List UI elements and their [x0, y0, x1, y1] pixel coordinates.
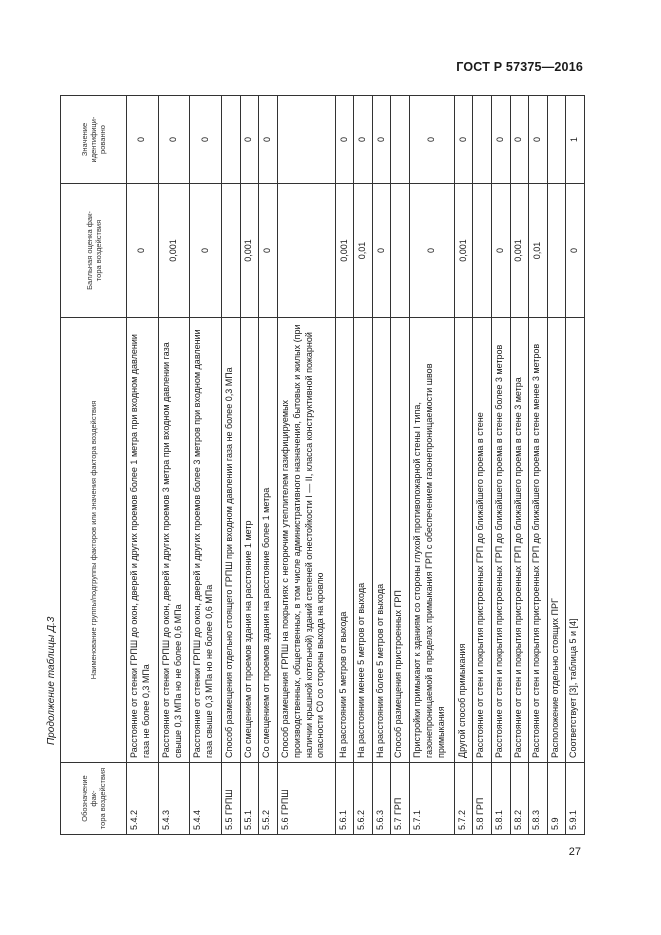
row-name: Способ размещения ГРПШ на покрытиях с негорючим утеплителем газифицируемых производственных, общественных, в том числе административного назначения, бытовых и жилых (при наличии крышной котельной) зданий степеней огнестойкости I — II, класса конструктивной пожарной опасности С0 со стороны выхода на кровлю: [277, 318, 335, 763]
row-name: Способ размещения отдельно стоящего ГРПШ при входном давлении газа не более 0,3 МПа: [222, 318, 241, 763]
row-name: Расстояние от стен и покрытия пристроенных ГРП до ближайшего проема в стене менее 3 метров: [529, 318, 548, 763]
table-row: [240, 96, 259, 835]
row-code: 5.5.1: [240, 763, 259, 835]
row-value: [277, 96, 335, 184]
table-row: [354, 96, 373, 835]
row-value: 0: [335, 96, 354, 184]
row-code: 5.6 ГРПШ: [277, 763, 335, 835]
row-name: Со смещением от проемов здания на расстояние более 1 метра: [259, 318, 278, 763]
table-row: [127, 96, 159, 835]
table-row: [510, 96, 529, 835]
row-value: 0: [240, 96, 259, 184]
row-score: 0,001: [335, 184, 354, 318]
row-value: [222, 96, 241, 184]
table-row: [277, 96, 335, 835]
table-row: [454, 96, 473, 835]
row-code: 5.6.2: [354, 763, 373, 835]
row-score: 0,001: [454, 184, 473, 318]
row-code: 5.4.2: [127, 763, 159, 835]
row-value: 0: [510, 96, 529, 184]
row-score: [222, 184, 241, 318]
row-score: 0,001: [240, 184, 259, 318]
row-value: 0: [190, 96, 222, 184]
row-value: 0: [158, 96, 190, 184]
row-score: 0: [491, 184, 510, 318]
table-container: [60, 95, 585, 835]
row-name: Расстояние от стенки ГРПШ до окон, дверей и других проемов более 3 метров при входном давлении газа свыше 0,3 МПа но не более 0,6 МПа: [190, 318, 222, 763]
table-row: [547, 96, 566, 835]
row-score: [473, 184, 492, 318]
table-row: [529, 96, 548, 835]
col-header-name: Наименование группы/подгруппы факторов или значения фактора воздействия: [61, 318, 127, 763]
row-score: 0: [372, 184, 391, 318]
row-code: 5.8 ГРП: [473, 763, 492, 835]
row-code: 5.9.1: [566, 763, 585, 835]
table-row: [391, 96, 410, 835]
row-name: На расстоянии менее 5 метров от выхода: [354, 318, 373, 763]
row-score: [547, 184, 566, 318]
col-header-value: Значение идентифици- рованно: [61, 96, 127, 184]
table-body: [127, 96, 585, 835]
row-code: 5.6.1: [335, 763, 354, 835]
table-row: [158, 96, 190, 835]
row-value: 0: [410, 96, 455, 184]
row-name: Расстояние от стенки ГРПШ до окон, дверей и других проемов более 1 метра при входном давлении газа не более 0,3 МПа: [127, 318, 159, 763]
row-value: [391, 96, 410, 184]
row-value: 0: [491, 96, 510, 184]
impact-factors-table: [60, 95, 585, 835]
row-code: 5.7.2: [454, 763, 473, 835]
row-value: 0: [529, 96, 548, 184]
table-row: [410, 96, 455, 835]
table-row: [222, 96, 241, 835]
row-name: Соответствует [3], таблица 5 и [4]: [566, 318, 585, 763]
row-score: 0,001: [510, 184, 529, 318]
table-row: [259, 96, 278, 835]
table-row: [473, 96, 492, 835]
row-code: 5.6.3: [372, 763, 391, 835]
row-name: Способ размещения пристроенных ГРП: [391, 318, 410, 763]
row-code: 5.7.1: [410, 763, 455, 835]
row-value: 0: [259, 96, 278, 184]
row-value: [547, 96, 566, 184]
row-value: [473, 96, 492, 184]
row-score: [391, 184, 410, 318]
row-score: 0,01: [529, 184, 548, 318]
row-code: 5.4.4: [190, 763, 222, 835]
row-value: 0: [372, 96, 391, 184]
col-header-score: Балльная оценка фак- тора воздействия: [61, 184, 127, 318]
table-header-row: [61, 96, 127, 835]
row-value: 0: [354, 96, 373, 184]
row-code: 5.7 ГРП: [391, 763, 410, 835]
row-name: Расстояние от стен и покрытия пристроенных ГРП до ближайшего проема в стене: [473, 318, 492, 763]
row-name: Другой способ примыкания: [454, 318, 473, 763]
row-name: На расстоянии более 5 метров от выхода: [372, 318, 391, 763]
row-code: 5.8.3: [529, 763, 548, 835]
row-code: 5.4.3: [158, 763, 190, 835]
page-number: 27: [568, 846, 581, 858]
row-code: 5.5 ГРПШ: [222, 763, 241, 835]
table-row: [190, 96, 222, 835]
row-score: 0: [566, 184, 585, 318]
row-score: 0: [410, 184, 455, 318]
row-value: 0: [127, 96, 159, 184]
table-row: [372, 96, 391, 835]
row-name: Пристройки примыкают к зданиям со стороны глухой противопожарной стены I типа, газонепроницаемой в пределах примыкания ГРП с обеспечением газонепроницаемости швов примыкания: [410, 318, 455, 763]
col-header-code: Обозначение фак- тора воздействия: [61, 763, 127, 835]
row-name: Расстояние от стен и покрытия пристроенных ГРП до ближайшего проема в стене более 3 метров: [491, 318, 510, 763]
row-score: 0,001: [158, 184, 190, 318]
table-row: [335, 96, 354, 835]
row-name: Со смещением от проемов здания на расстояние 1 метр: [240, 318, 259, 763]
row-score: 0: [190, 184, 222, 318]
row-value: 1: [566, 96, 585, 184]
row-score: [277, 184, 335, 318]
row-name: Расстояние от стенки ГРПШ до окон, дверей и других проемов 3 метра при входном давлении газа свыше 0,3 МПа но не более 0,6 МПа: [158, 318, 190, 763]
row-code: 5.5.2: [259, 763, 278, 835]
row-code: 5.8.1: [491, 763, 510, 835]
row-name: Расположение отдельно стоящих ПРГ: [547, 318, 566, 763]
row-score: 0: [127, 184, 159, 318]
table-caption: Продолжение таблицы Д.3: [46, 616, 57, 745]
row-value: 0: [454, 96, 473, 184]
table-row: [566, 96, 585, 835]
document-header: ГОСТ Р 57375—2016: [456, 60, 583, 74]
table-row: [491, 96, 510, 835]
row-name: Расстояние от стен и покрытия пристроенных ГРП до ближайшего проема в стене 3 метра: [510, 318, 529, 763]
row-name: На расстоянии 5 метров от выхода: [335, 318, 354, 763]
row-code: 5.8.2: [510, 763, 529, 835]
row-code: 5.9: [547, 763, 566, 835]
row-score: 0,01: [354, 184, 373, 318]
row-score: 0: [259, 184, 278, 318]
